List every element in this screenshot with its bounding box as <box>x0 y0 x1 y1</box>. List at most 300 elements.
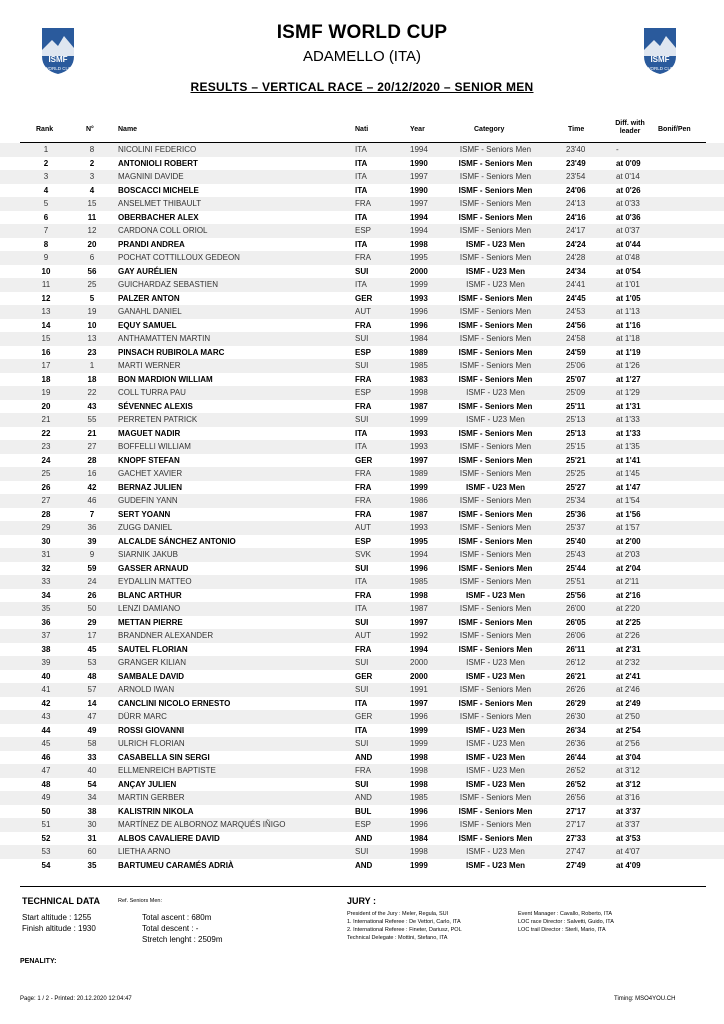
cell-time: 24'56 <box>566 320 586 330</box>
cell-category: ISMF - Seniors Men <box>458 833 533 843</box>
cell-diff: at 1'54 <box>616 496 640 505</box>
cell-rank: 41 <box>41 685 51 694</box>
cell-diff: at 2'26 <box>616 631 640 640</box>
cell-nat: GER <box>355 293 373 303</box>
cell-name: BOSCACCI MICHELE <box>118 185 199 195</box>
results-table <box>0 143 724 872</box>
svg-text:ISMF: ISMF <box>650 55 670 64</box>
cell-nat: ITA <box>355 577 367 586</box>
cell-time: 25'09 <box>566 388 586 397</box>
svg-text:WORLD CUP: WORLD CUP <box>646 66 674 71</box>
table-row <box>0 616 724 630</box>
cell-time: 24'45 <box>566 293 586 303</box>
cell-year: 1990 <box>410 185 428 195</box>
cell-nat: GER <box>355 671 373 681</box>
table-row <box>0 292 724 306</box>
cell-year: 1987 <box>410 509 428 519</box>
cell-nat: AUT <box>355 523 371 532</box>
cell-bib: 55 <box>87 415 97 424</box>
cell-name: SÉVENNEC ALEXIS <box>118 401 193 411</box>
cell-category: ISMF - Seniors Men <box>458 428 533 438</box>
cell-year: 1987 <box>410 401 428 411</box>
results-title: RESULTS – VERTICAL RACE – 20/12/2020 – SENIOR MEN <box>190 80 534 94</box>
cell-year: 1994 <box>410 226 428 235</box>
cell-nat: AUT <box>355 307 371 316</box>
cell-rank: 37 <box>41 631 51 640</box>
cell-bib: 4 <box>89 185 95 195</box>
cell-nat: FRA <box>355 469 371 478</box>
cell-time: 26'52 <box>566 779 586 789</box>
cell-time: 27'17 <box>566 820 586 829</box>
cell-name: ANTHAMATTEN MARTIN <box>118 334 211 343</box>
cell-time: 25'40 <box>566 536 586 546</box>
table-row <box>0 170 724 184</box>
table-row <box>0 413 724 427</box>
table-row <box>0 791 724 805</box>
cell-diff: at 2'49 <box>616 698 641 708</box>
cell-rank: 27 <box>41 496 51 505</box>
cell-category: ISMF - Seniors Men <box>459 307 532 316</box>
cell-year: 1998 <box>410 752 428 762</box>
jury-event-manager: Event Manager : Cavallo, Roberto, ITA <box>518 911 613 917</box>
cell-year: 1999 <box>410 415 428 424</box>
cell-year: 1995 <box>410 536 428 546</box>
cell-category: ISMF - Seniors Men <box>459 172 532 181</box>
cell-nat: AND <box>355 833 373 843</box>
cell-category: ISMF - Seniors Men <box>459 253 532 262</box>
cell-category: ISMF - U23 Men <box>466 739 525 748</box>
table-row <box>0 629 724 643</box>
col-category: Category <box>474 126 505 133</box>
cell-year: 1996 <box>410 820 428 829</box>
cell-rank: 9 <box>43 253 49 262</box>
technical-data-title: TECHNICAL DATA <box>22 896 100 906</box>
cell-rank: 38 <box>41 644 51 654</box>
cell-year: 1997 <box>410 199 428 208</box>
cell-diff: at 2'31 <box>616 644 641 654</box>
cell-rank: 28 <box>41 509 51 519</box>
technical-data-ref: Ref. Seniors Men: <box>118 898 163 904</box>
cell-rank: 36 <box>41 617 51 627</box>
cell-time: 25'13 <box>566 428 586 438</box>
cell-bib: 40 <box>87 766 97 775</box>
cell-diff: at 1'31 <box>616 401 641 411</box>
cell-category: ISMF - U23 Men <box>465 239 526 249</box>
cell-rank: 18 <box>41 374 51 384</box>
cell-category: ISMF - Seniors Men <box>459 199 532 208</box>
cell-bib: 43 <box>87 401 97 411</box>
cell-time: 24'41 <box>566 280 586 289</box>
cell-year: 1998 <box>410 847 428 856</box>
cell-category: ISMF - U23 Men <box>465 671 526 681</box>
cell-time: 27'33 <box>566 833 586 843</box>
cell-nat: SUI <box>355 563 369 573</box>
cell-rank: 5 <box>43 199 49 208</box>
jury-title: JURY : <box>347 896 377 906</box>
cell-name: KNOPF STEFAN <box>118 455 180 465</box>
cell-category: ISMF - Seniors Men <box>459 361 532 370</box>
cell-nat: ITA <box>355 172 367 181</box>
cell-bib: 35 <box>87 860 97 870</box>
cell-category: ISMF - Seniors Men <box>459 820 532 829</box>
cell-category: ISMF - Seniors Men <box>458 320 533 330</box>
cell-bib: 42 <box>87 482 97 492</box>
cell-category: ISMF - Seniors Men <box>459 685 532 694</box>
cell-rank: 13 <box>41 307 51 316</box>
cell-bib: 34 <box>87 793 97 802</box>
cell-year: 1999 <box>410 860 428 870</box>
cell-year: 1995 <box>410 253 428 262</box>
cell-time: 24'13 <box>566 199 586 208</box>
cell-name: PALZER ANTON <box>118 293 180 303</box>
cell-time: 24'17 <box>566 226 586 235</box>
cell-year: 2000 <box>410 658 428 667</box>
cell-category: ISMF - U23 Men <box>466 388 525 397</box>
jury-president: President of the Jury : Meler, Regula, SUI <box>347 911 449 917</box>
cell-diff: at 3'37 <box>616 820 640 829</box>
cell-nat: ESP <box>355 388 372 397</box>
event-title: ISMF WORLD CUP <box>276 22 448 43</box>
cell-category: ISMF - Seniors Men <box>459 496 532 505</box>
table-row <box>0 454 724 468</box>
cell-name: ALBOS CAVALIERE DAVID <box>118 833 220 843</box>
cell-bib: 24 <box>87 577 97 586</box>
cell-category: ISMF - Seniors Men <box>458 806 533 816</box>
col-rank: Rank <box>36 126 54 133</box>
jury-referee-2: 2. International Referee : Fineter, Dariusz, POL <box>347 927 462 933</box>
cell-rank: 30 <box>41 536 51 546</box>
cell-diff: at 2'03 <box>616 550 640 559</box>
cell-name: DÜRR MARC <box>118 712 167 721</box>
cell-year: 1996 <box>410 320 428 330</box>
cell-time: 26'00 <box>566 604 586 613</box>
cell-category: ISMF - Seniors Men <box>458 401 533 411</box>
cell-time: 26'12 <box>566 658 586 667</box>
table-row <box>0 197 724 211</box>
cell-nat: AND <box>355 752 373 762</box>
cell-name: SERT YOANN <box>118 509 171 519</box>
cell-year: 1999 <box>410 280 428 289</box>
cell-diff: at 0'09 <box>616 158 641 168</box>
cell-nat: ITA <box>355 212 368 222</box>
start-altitude: Start altitude : 1255 <box>22 913 92 922</box>
cell-rank: 15 <box>41 334 51 343</box>
cell-name: BERNAZ JULIEN <box>118 482 183 492</box>
cell-year: 2000 <box>410 266 428 276</box>
cell-diff: at 2'20 <box>616 604 640 613</box>
table-row <box>0 386 724 400</box>
cell-name: EYDALLIN MATTEO <box>118 577 192 586</box>
cell-rank: 25 <box>41 469 51 478</box>
cell-bib: 23 <box>87 347 97 357</box>
cell-diff: at 2'41 <box>616 671 641 681</box>
cell-year: 1985 <box>410 577 428 586</box>
cell-diff: at 1'56 <box>616 509 641 519</box>
cell-category: ISMF - U23 Men <box>466 415 525 424</box>
cell-year: 1996 <box>410 712 428 721</box>
table-row <box>0 494 724 508</box>
cell-nat: SUI <box>355 739 369 748</box>
cell-rank: 54 <box>41 860 51 870</box>
cell-rank: 49 <box>41 793 51 802</box>
cell-year: 1997 <box>410 617 428 627</box>
cell-bib: 25 <box>87 280 97 289</box>
cell-rank: 2 <box>43 158 49 168</box>
cell-category: ISMF - Seniors Men <box>459 145 532 154</box>
cell-name: LIETHA ARNO <box>118 847 171 856</box>
cell-rank: 26 <box>41 482 51 492</box>
cell-name: ELLMENREICH BAPTISTE <box>118 766 216 775</box>
cell-year: 1998 <box>410 766 428 775</box>
cell-diff: at 0'36 <box>616 212 641 222</box>
cell-time: 24'16 <box>566 212 586 222</box>
cell-time: 27'47 <box>566 847 586 856</box>
cell-diff: at 1'35 <box>616 442 640 451</box>
cell-rank: 19 <box>41 388 51 397</box>
cell-diff: at 0'37 <box>616 226 640 235</box>
cell-bib: 17 <box>87 631 97 640</box>
cell-category: ISMF - Seniors Men <box>458 185 533 195</box>
table-row <box>0 737 724 751</box>
penalty-label: PENALITY: <box>20 958 57 965</box>
cell-time: 24'28 <box>566 253 586 262</box>
cell-diff: at 4'09 <box>616 860 641 870</box>
cell-category: ISMF - U23 Men <box>465 482 526 492</box>
cell-time: 26'21 <box>566 671 586 681</box>
finish-altitude: Finish altitude : 1930 <box>22 924 96 933</box>
cell-bib: 16 <box>87 469 97 478</box>
cell-bib: 7 <box>89 509 95 519</box>
table-row <box>0 157 724 171</box>
cell-nat: FRA <box>355 374 372 384</box>
cell-category: ISMF - Seniors Men <box>458 212 533 222</box>
table-row <box>0 751 724 765</box>
table-row <box>0 143 724 157</box>
table-row <box>0 265 724 279</box>
cell-nat: ESP <box>355 536 372 546</box>
cell-rank: 4 <box>43 185 49 195</box>
cell-diff: at 3'16 <box>616 793 640 802</box>
cell-nat: FRA <box>355 320 372 330</box>
cell-name: CASABELLA SIN SERGI <box>118 752 210 762</box>
cell-diff: at 1'05 <box>616 293 641 303</box>
col-bib: N° <box>86 126 94 133</box>
cell-category: ISMF - Seniors Men <box>459 334 532 343</box>
cell-name: BRANDNER ALEXANDER <box>118 631 214 640</box>
cell-name: BARTUMEU CARAMÉS ADRIÀ <box>118 860 234 870</box>
table-row <box>0 427 724 441</box>
col-bonif: Bonif/Pen <box>658 126 691 133</box>
cell-category: ISMF - Seniors Men <box>458 617 533 627</box>
cell-category: ISMF - U23 Men <box>465 752 526 762</box>
cell-bib: 26 <box>87 590 97 600</box>
cell-nat: AND <box>355 860 373 870</box>
cell-nat: ITA <box>355 145 367 154</box>
column-headers <box>0 120 724 142</box>
cell-bib: 13 <box>87 334 97 343</box>
cell-time: 26'26 <box>566 685 586 694</box>
cell-rank: 44 <box>41 725 51 735</box>
cell-rank: 20 <box>41 401 51 411</box>
cell-diff: at 2'50 <box>616 712 640 721</box>
cell-rank: 42 <box>41 698 51 708</box>
cell-bib: 5 <box>89 293 95 303</box>
cell-diff: at 3'37 <box>616 806 641 816</box>
cell-category: ISMF - Seniors Men <box>459 604 532 613</box>
cell-diff: at 4'07 <box>616 847 640 856</box>
cell-category: ISMF - Seniors Men <box>458 158 533 168</box>
cell-bib: 31 <box>87 833 97 843</box>
cell-time: 23'40 <box>566 145 586 154</box>
cell-bib: 3 <box>89 172 95 181</box>
cell-rank: 50 <box>41 806 51 816</box>
cell-diff: at 3'12 <box>616 766 640 775</box>
cell-nat: ITA <box>355 698 368 708</box>
cell-rank: 31 <box>41 550 51 559</box>
cell-diff: at 3'53 <box>616 833 641 843</box>
cell-nat: SUI <box>355 415 369 424</box>
table-row <box>0 184 724 198</box>
cell-time: 24'24 <box>566 239 586 249</box>
cell-year: 1996 <box>410 806 428 816</box>
cell-name: MARTI WERNER <box>118 361 181 370</box>
cell-bib: 45 <box>87 644 97 654</box>
cell-rank: 16 <box>41 347 51 357</box>
cell-bib: 60 <box>87 847 97 856</box>
cell-bib: 27 <box>87 442 97 451</box>
cell-bib: 48 <box>87 671 97 681</box>
cell-category: ISMF - U23 Men <box>466 766 525 775</box>
cell-time: 25'51 <box>566 577 586 586</box>
cell-nat: SUI <box>355 334 369 343</box>
col-diff: Diff. with leader <box>615 120 645 135</box>
cell-bib: 47 <box>87 712 97 721</box>
table-row <box>0 440 724 454</box>
cell-diff: at 1'01 <box>616 280 640 289</box>
cell-time: 26'29 <box>566 698 586 708</box>
table-row <box>0 305 724 319</box>
cell-category: ISMF - Seniors Men <box>458 293 533 303</box>
col-time: Time <box>568 126 585 133</box>
total-descent: Total descent : - <box>142 924 199 933</box>
cell-rank: 53 <box>41 847 51 856</box>
cell-name: PRANDI ANDREA <box>118 239 185 249</box>
cell-time: 24'53 <box>566 307 586 316</box>
cell-bib: 49 <box>87 725 97 735</box>
cell-time: 25'15 <box>566 442 586 451</box>
cell-diff: at 0'48 <box>616 253 640 262</box>
cell-year: 1987 <box>410 604 428 613</box>
cell-time: 23'54 <box>566 172 586 181</box>
cell-bib: 2 <box>89 158 95 168</box>
table-row <box>0 481 724 495</box>
cell-category: ISMF - Seniors Men <box>459 577 532 586</box>
cell-year: 1999 <box>410 482 428 492</box>
cell-nat: ESP <box>355 820 372 829</box>
cell-nat: SUI <box>355 847 369 856</box>
cell-bib: 57 <box>87 685 97 694</box>
cell-diff: at 2'54 <box>616 725 641 735</box>
cell-name: ROSSI GIOVANNI <box>118 725 185 735</box>
table-row <box>0 251 724 265</box>
cell-category: ISMF - Seniors Men <box>459 469 532 478</box>
cell-year: 1993 <box>410 293 428 303</box>
cell-name: ULRICH FLORIAN <box>118 739 185 748</box>
col-nat: Nati <box>355 126 369 133</box>
svg-text:ISMF: ISMF <box>48 55 68 64</box>
cell-rank: 34 <box>41 590 51 600</box>
cell-time: 26'11 <box>566 644 586 654</box>
cell-year: 1986 <box>410 496 428 505</box>
table-row <box>0 778 724 792</box>
jury-referee-1: 1. International Referee : De Vettori, Carlo, ITA <box>347 919 461 925</box>
jury-loc-race-director: LOC race Director : Salvetti, Guido, ITA <box>518 919 614 925</box>
cell-category: ISMF - U23 Men <box>466 280 525 289</box>
cell-name: SAMBALE DAVID <box>118 671 185 681</box>
cell-name: EQUY SAMUEL <box>118 320 177 330</box>
cell-bib: 15 <box>87 199 97 208</box>
cell-year: 1993 <box>410 442 428 451</box>
cell-diff: at 3'04 <box>616 752 641 762</box>
table-row <box>0 670 724 684</box>
cell-category: ISMF - Seniors Men <box>459 550 532 559</box>
cell-time: 26'56 <box>566 793 586 802</box>
cell-nat: FRA <box>355 644 372 654</box>
timing-credit: Timing: MSO4YOU.CH <box>614 996 676 1002</box>
cell-year: 1998 <box>410 239 428 249</box>
cell-diff: at 1'13 <box>616 307 640 316</box>
cell-time: 25'56 <box>566 590 586 600</box>
cell-diff: at 2'32 <box>616 658 640 667</box>
cell-year: 1994 <box>410 644 428 654</box>
cell-bib: 22 <box>87 388 97 397</box>
cell-category: ISMF - Seniors Men <box>459 523 532 532</box>
cell-bib: 10 <box>87 320 97 330</box>
cell-category: ISMF - Seniors Men <box>458 536 533 546</box>
cell-year: 1993 <box>410 523 428 532</box>
cell-diff: at 1'33 <box>616 428 641 438</box>
cell-name: MARTÍNEZ DE ALBORNOZ MARQUÉS IÑIGO <box>118 820 286 829</box>
cell-bib: 6 <box>89 253 95 262</box>
table-row <box>0 683 724 697</box>
cell-bib: 38 <box>87 806 97 816</box>
cell-bib: 11 <box>87 212 97 222</box>
table-row <box>0 238 724 252</box>
cell-nat: AND <box>355 793 372 802</box>
cell-rank: 35 <box>41 604 51 613</box>
cell-rank: 8 <box>43 239 49 249</box>
cell-bib: 53 <box>87 658 97 667</box>
cell-rank: 17 <box>41 361 51 370</box>
cell-nat: FRA <box>355 253 371 262</box>
cell-nat: ITA <box>355 185 368 195</box>
cell-time: 24'34 <box>566 266 586 276</box>
cell-diff: at 1'47 <box>616 482 641 492</box>
cell-nat: ITA <box>355 280 367 289</box>
cell-category: ISMF - Seniors Men <box>459 712 532 721</box>
cell-year: 1984 <box>410 833 428 843</box>
cell-category: ISMF - Seniors Men <box>458 644 533 654</box>
cell-rank: 52 <box>41 833 51 843</box>
cell-rank: 12 <box>41 293 51 303</box>
cell-name: COLL TURRA PAU <box>118 388 186 397</box>
table-row <box>0 332 724 346</box>
cell-rank: 45 <box>41 739 51 748</box>
cell-year: 1989 <box>410 469 428 478</box>
cell-diff: at 2'11 <box>616 577 640 586</box>
table-row <box>0 656 724 670</box>
cell-rank: 10 <box>41 266 51 276</box>
